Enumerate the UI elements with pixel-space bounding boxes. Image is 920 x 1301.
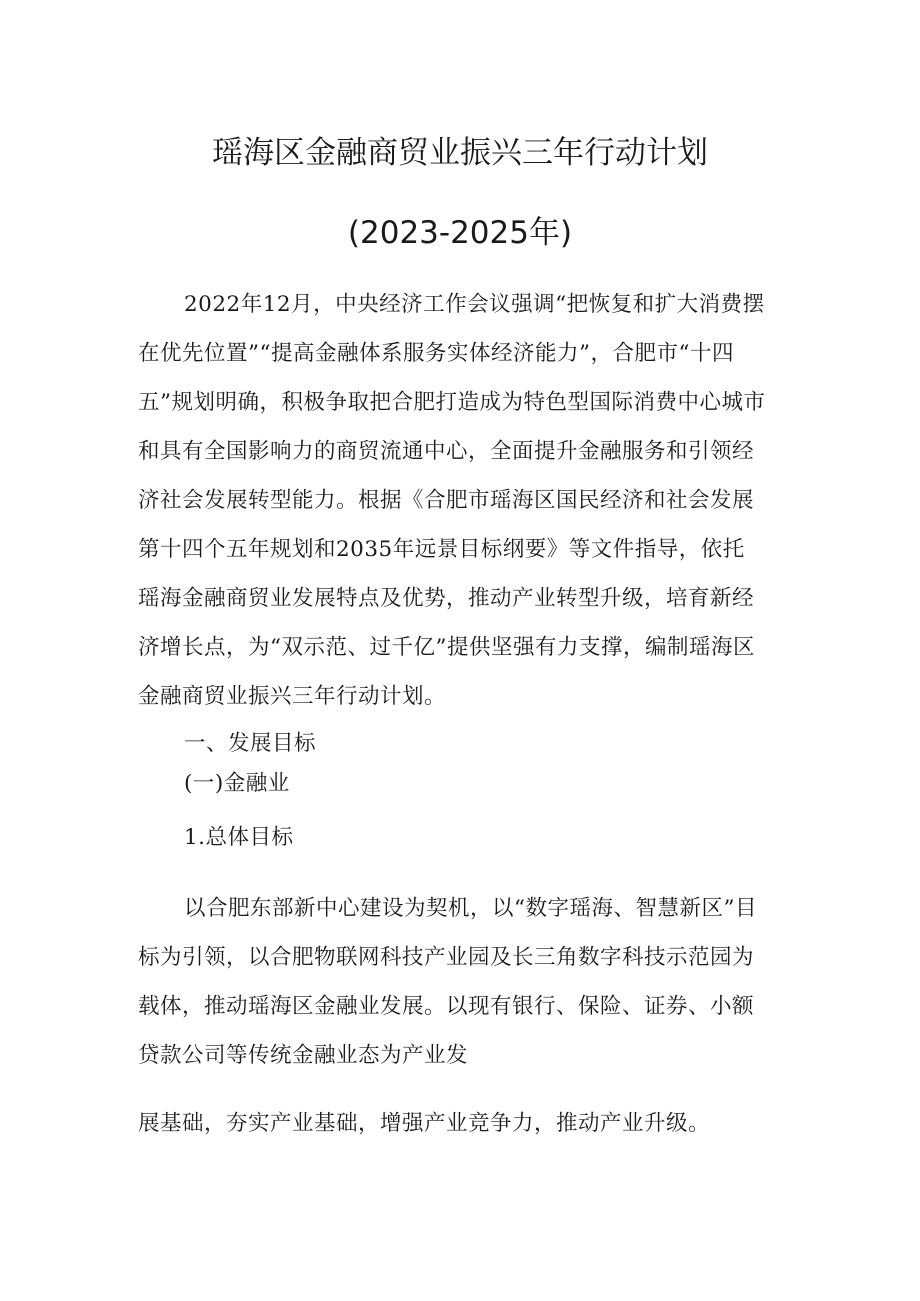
item-heading: 1.总体目标	[184, 825, 294, 850]
subsection-heading: (一)金融业	[184, 771, 290, 796]
intro-paragraph: 2022年12月，中央经济工作会议强调“把恢复和扩大消费摆在优先位置”“提高金融体系服务实体经济能力”，合肥市“十四五”规划明确，积极争取把合肥打造成为特色型国际消费中心城市和具有全国影响力的商贸流通中心，全面提升金融服务和引领经济社会发展转型能力。根据《合肥市瑶海区国民经济和社会发展第十四个五年规划和2035年远景目标纲要》等文件指导，依托瑶海金融商贸业发展特点及优势，推动产业转型升级，培育新经济增长点，为“双示范、过千亿”提供坚强有力支撑，编制瑶海区金融商贸业振兴三年行动计划。	[138, 292, 766, 709]
document-subtitle: (2023-2025年)	[347, 215, 573, 251]
document-title: 瑶海区金融商贸业振兴三年行动计划	[212, 135, 708, 171]
goal-paragraph-tail: 展基础，夯实产业基础，增强产业竞争力，推动产业升级。	[138, 1111, 711, 1136]
section-heading: 一、发展目标	[184, 731, 317, 756]
goal-paragraph: 以合肥东部新中心建设为契机，以“数字瑶海、智慧新区”目标为引领，以合肥物联网科技产业园及长三角数字科技示范园为载体，推动瑶海区金融业发展。以现有银行、保险、证券、小额贷款公司等传统金融业态为产业发	[138, 896, 757, 1068]
